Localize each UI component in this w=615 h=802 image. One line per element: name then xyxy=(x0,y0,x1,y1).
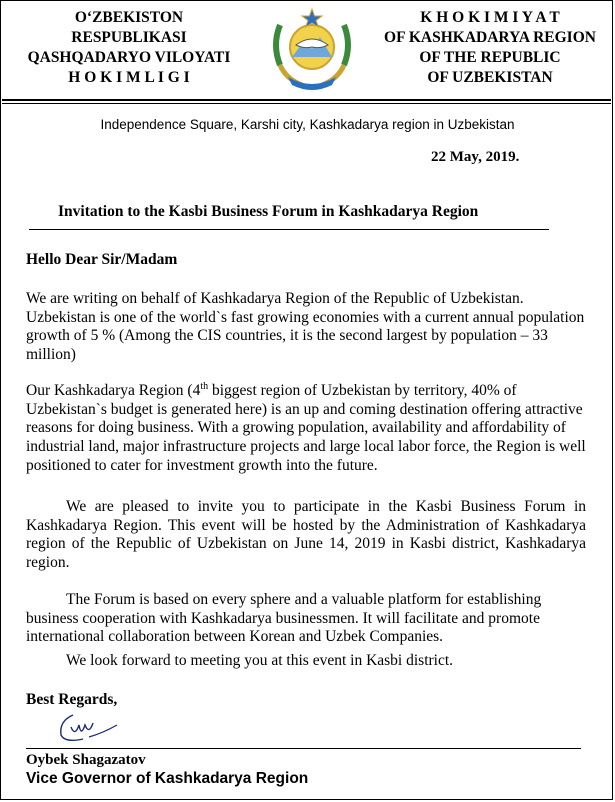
paragraph-intro: We are writing on behalf of Kashkadarya Region of the Republic of Uzbekistan. Uzbekistan is one of the world`s fast growing economies with a current annual population growth of 5 % (Among the CIS countries, it is the second largest by population – 33 million) xyxy=(26,290,585,364)
letter-date: 22 May, 2019. xyxy=(431,149,520,165)
header-left-line-1: O‘ZBEKISTON xyxy=(74,9,184,26)
letter-subject: Invitation to the Kasbi Business Forum in Kashkadarya Region xyxy=(58,203,479,220)
header-right-line-2: OF KASHKADARYA REGION xyxy=(384,29,596,46)
header-right-line-3: OF THE REPUBLIC xyxy=(419,49,561,66)
header-right-line-1: K H O K I M I Y A T xyxy=(420,9,560,26)
state-emblem-icon xyxy=(266,5,358,91)
header-divider-thick xyxy=(2,99,611,101)
header-right-line-4: OF UZBEKISTAN xyxy=(427,69,553,86)
subject-underline xyxy=(29,229,549,230)
paragraph-forum: The Forum is based on every sphere and a valuable platform for establishing business cooperation with Kashkadarya businessmen. It will facilitate and promote international collaboration between Korean and Uzbek Companies. xyxy=(26,591,542,646)
header-left-line-3: QASHQADARYO VILOYATI xyxy=(27,49,231,66)
header-divider-thin xyxy=(2,103,611,104)
handwritten-signature-icon xyxy=(53,707,123,745)
paragraph-closing: We look forward to meeting you at this event in Kasbi district. xyxy=(66,652,454,669)
ordinal-superscript: th xyxy=(200,380,209,392)
signer-name: Oybek Shagazatov xyxy=(26,752,146,768)
paragraph-region xyxy=(26,382,586,476)
header-left-block xyxy=(9,8,249,88)
header-left-line-4: H O K I M L I G I xyxy=(68,69,190,86)
header-right-block xyxy=(367,8,613,88)
paragraph-region-part-2: biggest region of Uzbekistan by territory, 40% of Uzbekistan`s budget is generated here) is an up and coming destination offering attractive reasons for doing business. With a growing population, availability and affordability of industrial land, major infrastructure projects and large local labor force, the Region is well positioned to cater for investment growth into the future. xyxy=(26,382,586,474)
greeting: Hello Dear Sir/Madam xyxy=(26,251,178,268)
paragraph-region-part-1: Our Kashkadarya Region (4 xyxy=(26,382,201,399)
closing-regards: Best Regards, xyxy=(26,691,118,708)
signature-line xyxy=(26,748,581,749)
header-left-line-2: RESPUBLIKASI xyxy=(71,29,187,46)
signer-title: Vice Governor of Kashkadarya Region xyxy=(26,770,309,787)
address-line: Independence Square, Karshi city, Kashkadarya region in Uzbekistan xyxy=(100,117,515,132)
paragraph-invitation: We are pleased to invite you to participate in the Kasbi Business Forum in Kashkadarya Region. This event will be hosted by the Administration of Kashkadarya region of the Republic of Uzbekistan on June 14, 2019 in Kasbi district, Kashkadarya region. xyxy=(26,498,586,572)
